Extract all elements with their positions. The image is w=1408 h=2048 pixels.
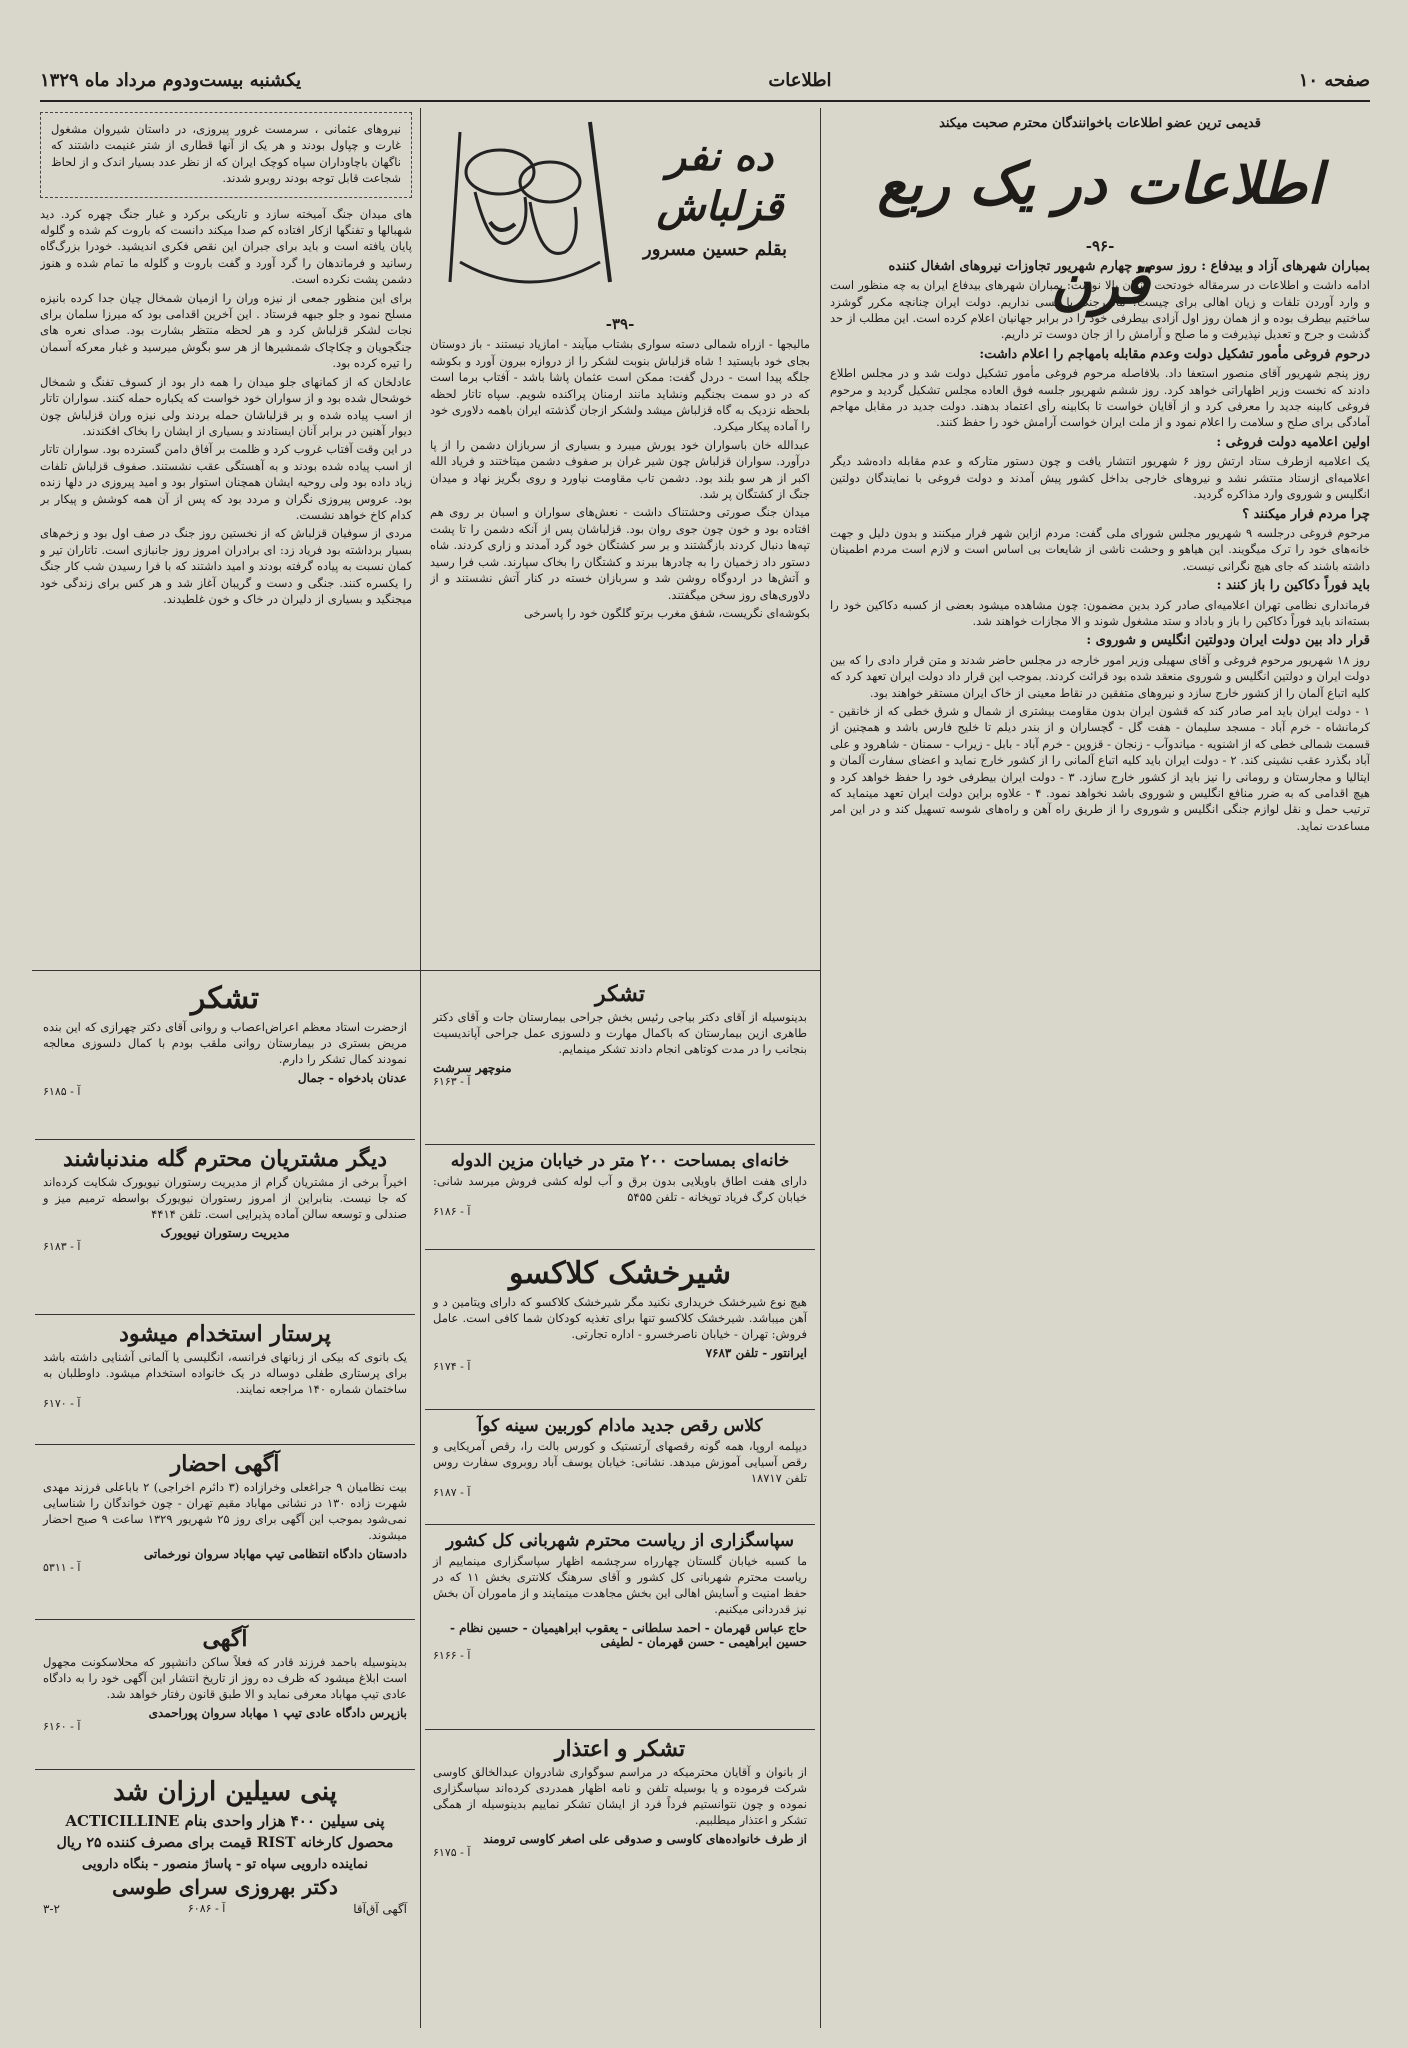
ad-title: پنی سیلین ارزان شد [113,1777,337,1807]
ad-dance-class [425,1410,815,1525]
ad-police-thanks [425,1525,815,1730]
serial-title: ده نفر قزلباش [656,133,784,230]
article-serial: -۹۶- [1085,237,1115,256]
story-paragraph: های میدان جنگ آمیخته سازد و تاریکی برکرد و غبار جنگ چهره کرد. دید شهبالها و تفنگها ازکار افتاده کم صدا میکند دانست که باروت کم شده و گلوله پایان یافته است و باید برای جبران این نقص فکری اندیشید. خودرا بزرگ‌گاه رسانید و فرماندهان را گرد آورد و گفت باروت و گلوله ما تمام شده و هنوز دشمن پشت نکرده است. [40,206,412,287]
ad-notice [35,1620,415,1770]
ad-code: آ - ۶۱۶۰ [43,1720,81,1733]
ad-code: آ - ۶۱۸۳ [43,1240,81,1253]
ad-body: بدینوسیله از آقای دکتر بیاجی رئیس بخش جراحی بیمارستان جات و آقای دکتر طاهری ازین بیمارستان که باکمال مهارت و دلسوزی عمل جراحی آپاندیسیت بنجانب را در مدت کوتاهی انجام دادند تشکر مینمایم. [433,1010,807,1056]
serial-story-column [430,112,810,967]
section-heading: باید فوراً دکاکین را باز کنند : [1216,578,1370,594]
ad-code: آ - ۶۱۷۰ [43,1397,81,1410]
ad-body: ما کسبه خیابان گلستان چهارراه سرچشمه اظهار سپاسگزاری مینماییم از ریاست محترم شهربانی کل کشور و آقای سرهنگ کلانتری بخش ۱۱ که در حفظ امنیت و آسایش اهالی این بخش مجاهدت مینمایند و از ماموران آن بخش نیز قدردانی میکنیم. [433,1554,807,1616]
section-paragraph: مرحوم فروغی درجلسه ۹ شهریور مجلس شورای ملی گفت: مردم ازاین شهر فرار میکنند و بدون دلیل و جهت خانه‌های خود را ترک میگویند. این هیاهو و وحشت ناشی از شایعات بی اساس است و لازم است مردم اطمینان داشته باشند که جای هیچ نگرانی نیست. [830,525,1370,573]
column-rule [420,108,421,2028]
article-kicker: قدیمی ترین عضو اطلاعات باخوانندگان محترم صحبت میکند [939,116,1261,131]
page-number: صفحه ۱۰ [1298,69,1370,91]
section-paragraph: فرمانداری نظامی تهران اعلامیه‌ای صادر کرد بدین مضمون: چون مشاهده میشود بعضی از کسبه دکاکین خود را بسته‌اند باید فوراً دکاکین را باز و باداد و ستد مشغول شوند و الا مجازات خواهند شد. [830,597,1370,628]
story-paragraph: بکوشه‌ای نگریست، شفق مغرب برتو گلگون خود را پاسرخی [523,605,810,620]
ad-condolence-thanks [425,1730,815,2025]
ad-line: محصول کارخانه RIST قیمت برای مصرف کننده ۲۵ ریال [56,1835,394,1851]
ad-signature: از طرف خانواده‌های کاوسی و صدوقی علی اصغر کاوسی ترومند [483,1832,807,1846]
section-paragraph: روز پنجم شهریور آقای منصور استعفا داد. بلافاصله مرحوم فروغی مأمور تشکیل دولت شد و در مجلس اطلاع دادند که نخست وزیر اظهاراتی خواهد کرد. روز ششم شهریور جلسه فوق العاده مجلس تشکیل گردید و مرحوم فروغی کابینه جدید را معرفی کرد و از آقایان خواست تا بکابینه رأی اعتماد بدهند. دولت جدید در مقابل مهاجم آمادگی برای صلح و سلامت را اعلام نمود و از ملت ایران خواست آرامش خود را حفظ کنند. [830,366,1370,430]
ad-body: اخیراً برخی از مشتریان گرام از مدیریت رستوران نیویورک شکایت کرده‌اند که جا نیست. بنابراین از امروز رستوران نیویورک بواسطه ترمیم میز و صندلی و توسعه سالن آماده پذیرایی است. تلفن ۴۴۱۴ [43,1175,407,1221]
ad-nurse-wanted [35,1315,415,1445]
issue-date: یکشنبه بیست‌ودوم مرداد ماه ۱۳۲۹ [40,69,302,91]
ad-code: آ - ۶۱۶۳ [433,1075,471,1088]
serial-byline: بقلم حسین مسرور [643,239,787,260]
ad-body: بدینوسیله باحمد فرزند قادر که فعلاً ساکن دانشپور که محلاسکونت مجهول است ابلاغ میشود که ظرف ده روز از تاریخ انتشار این آگهی خود را به دادگاه عادی تیپ مهاباد معرفی نماید و الا طبق قانون رفتار خواهد شد. [43,1655,407,1701]
article-title: اطلاعات در یک ربع قرن [877,151,1323,318]
warriors-illustration [430,112,630,302]
ad-title: کلاس رقص جدید مادام کوربین سینه کوآ [477,1416,763,1436]
ad-signature: حاج عباس قهرمان - احمد سلطانی - یعقوب ابراهیمیان - حسین نظام - حسین ابراهیمی - حسن قهرمان - لطیفی [449,1621,807,1649]
ad-code: آ - ۵۳۱۱ [43,1561,81,1574]
ad-glaxo-milk [425,1250,815,1410]
ad-title: تشکر و اعتذار [554,1736,686,1762]
story-paragraph: عادلخان که از کمانهای جلو میدان را همه دار بود از کسوف تفنگ و شمخال خوشحال شده بود و از سواران خود خواست که یکباره حمله کنند. سواران تاتار از اسب پیاده شده و بر قزلباشان حمله بردند ولی نیزه وران قزلباش چون دیوار آهنین در برابر آنان ایستادند و بسیاری از ایشان را بخاک افکندند. [40,374,412,438]
ad-title: شیرخشک کلاکسو [508,1256,732,1291]
serial-number: -۳۹- [605,315,635,333]
page-mark: ۳-۲ [43,1902,60,1916]
ad-extra: آگهی آق‌آقا [353,1902,407,1916]
ad-code: آ - ۶۱۸۵ [43,1085,81,1098]
ad-title: آگهی احضار [170,1451,280,1477]
ad-title: دیگر مشتریان محترم گله مندنباشند [62,1146,387,1172]
ad-thanks-surgery [425,975,815,1145]
ad-body: هیچ نوع شیرخشک خریداری نکنید مگر شیرخشک کلاکسو که دارای ویتامین د و آهن میباشد. شیرخشک کلاکسو تنها برای تغذیه کودکان شما کافی است. عامل فروش: تهران - خیابان ناصرخسرو - اداره تجارتی. [433,1295,807,1341]
ad-title: تشکر [190,981,260,1016]
ad-title: تشکر [594,981,646,1007]
story-paragraph: مردی از سوفیان قزلباش که از نخستین روز جنگ در صف اول بود و زخم‌های بسیار برداشته بود فریاد زد: ای برادران امروز روز جانبازی است. تاتاران تیر و کمان نسبت به پیاده گرفته بودند و امید داشتند که با فرا رسیدن شب کار جنگ را یکسره کنند. جنگی و دست و گریبان آغاز شد و هر کس برای زندگی خود میجنگید و بسیاری از دلیران در خاک و خون غلطیدند. [40,526,412,606]
story-paragraph: در این وقت آفتاب غروب کرد و ظلمت بر آفاق دامن گسترده بود. سواران تاتار از اسب پیاده شده بودند و به آهستگی عقب نشستند. صفوف قزلباش تلفات زیاد داده بود ولی روحیه ایشان همچنان استوار بود و امید پیروزی در دلها زنده بود. عروس پیروزی نگران و مردد بود که پس از آن همه کوشش و پیکار بر کدام کاخ خواهد نشست. [40,442,412,522]
story-synopsis-box [40,112,412,198]
ad-footer-row [43,1902,407,1916]
section-rule [32,970,420,971]
ad-signature: دکتر بهروزی سرای طوسی [112,1875,338,1899]
ad-body: از بانوان و آقایان محترمیکه در مراسم سوگواری شادروان عبدالخالق کاوسی شرکت فرموده و یا بوسیله تلفن و نامه اظهار همدردی کرده‌اند سپاسگزاری نموده و چون نتوانستیم فرداً فرد از ایشان تشکر نماییم بدینوسیله از همگی تشکر و اعتذار میطلبیم. [433,1765,807,1827]
ad-restaurant [35,1140,415,1315]
ad-code: آ - ۶۱۷۴ [433,1360,471,1373]
section-heading: چرا مردم فرار میکنند ؟ [1242,506,1370,522]
ad-summons [35,1445,415,1620]
section-heading: اولین اعلامیه دولت فروغی : [1216,434,1370,450]
ad-title: پرستار استخدام میشود [119,1321,331,1347]
ad-line: پنی سیلین ۴۰۰ هزار واحدی بنام ACTICILLINE [65,1812,385,1830]
story-continuation-column [40,112,412,967]
ad-body: یک بانوی که بیکی از زبانهای فرانسه، انگلیسی یا آلمانی آشنایی داشته باشد برای پرستاری طفلی دوساله در یک خانواده استخدام میشود. داوطلبان به ساختمان شماره ۱۴۰ مراجعه نمایند. [43,1350,407,1396]
ad-line: نماینده دارویی سپاه تو - پاساژ منصور - بنگاه دارویی [82,1857,368,1872]
ad-title: خانه‌ای بمساحت ۲۰۰ متر در خیابان مزین الدوله [450,1151,790,1171]
section-paragraph: یک اعلامیه ازطرف ستاد ارتش روز ۶ شهریور انتشار یافت و چون دستور متارکه و عدم مقابله داده‌شد دیگر اعلامیه‌ای ازستاد منتشر نشد و نیروهای خارجی بداخل کشور پیش آمدند و دولت فروغی با نمایندگان دولتین انگلیس و شوروی وارد مذاکره گردید. [830,454,1370,502]
section-rule [420,970,820,971]
story-paragraph: میدان جنگ صورتی وحشتناک داشت - نعش‌های سواران و اسبان بر روی هم افتاده بود و خون چون جوی روان بود. قزلباشان پس از آنکه دشمن را تا پشت تپه‌ها دنبال کردند بازگشتند و بر سر کشتگان خود گرد آمدند و زاری کردند. شاه دستور داد زخمیان را به چادرها ببرند و کشتگان را بخاک سپارند. شب فرا رسید و آتش‌ها در اردوگاه روشن شد و سربازان خسته در کنار آتش نشستند و از دلاوری‌های روز سخن میگفتند. [430,505,810,602]
paper-name: اطلاعات [768,69,832,91]
ad-body: دارای هفت اطاق باویلایی بدون برق و آب لوله کشی فروش میرسد شانی: خیابان کرگ فریاد توپخانه - تلفن ۵۴۵۵ [433,1174,807,1204]
story-paragraph: مالیجها - ازراه شمالی دسته سواری بشتاب میآیند - امازیاد نیستند - باز دوستان بجای خود بایستید ! شاه قزلباش بنوبت لشکر را از دروازه بیرون آورد و بکوشه جلگه پیدا است - دردل گفت: ممکن است عثمان پاشا باشد - آفتاب برما است که در دو سمت بجنگیم ونشاید مانند ارمنان پراکنده شویم. سپاه تاتار لحظه بلحظه نزدیک به گاه قزلباش میشد ولشکر ازجان گذشته ایران باهمه دلاوری خود را آماده پیکار میکرد. [430,337,810,434]
ad-signature: ایرانتور - تلفن ۷۶۸۳ [705,1346,807,1360]
synopsis-text: نیروهای عثمانی ، سرمست غرور پیروزی، در داستان شیروان مشغول غارت و چپاول بودند و هر یک از آنها قطاری از شتر غنیمت داشتند که ناگهان باچاوداران سپاه کوچک ایران که از نظر عدد بسیار اندک و از لحاظ شجاعت قابل توجه بودند روبرو شدند. [51,122,401,186]
ad-code: آ - ۶۱۶۶ [433,1649,471,1662]
section-heading: قرار داد بین دولت ایران ودولتین انگلیس و شوروی : [1086,633,1370,649]
section-paragraph: روز ۱۸ شهریور مرحوم فروغی و آقای سهیلی وزیر امور خارجه در مجلس حاضر شدند و متن قرار دادی را که بین دولت ایران و دولتین انگلیس و شوروی منعقد شده بود قرائت کردند. بموجب این قرار داد دولت ایران تعهد کرد که کلیه اتباع آلمان را از کشور خارج سازد و نیروهای متفقین در نقاط معینی از خاک ایران مستقر خواهند بود. [830,652,1370,700]
ad-body: بیت نظامیان ۹ جراغعلی وخرازاده (۳ دائرم اخراجی) ۲ باباعلی فرزند مهدی شهرت زاده ۱۳۰ در نشانی مهاباد مقیم تهران - چون خواندگان را شناسایی نمی‌شود بموجب این آگهی برای روز ۲۵ شهریور ۱۳۲۹ ساعت ۹ صبح احضار میشوند. [43,1480,407,1542]
ad-body: دیپلمه اروپا، همه گونه رقصهای آرتستیک و کورس بالت را، رقص آمریکایی و رقص آسیایی آموزش میدهد. نشانی: خیابان یوسف آباد روبروی سفارت روس تلفن ۱۸۷۱۷ [433,1439,807,1485]
ad-title: آگهی [202,1626,248,1652]
story-paragraph: عبدالله خان باسواران خود یورش میبرد و بسیاری از سربازان دشمن را از پا درآورد. سواران قزلباش چون شیر غران بر صفوف دشمن میتاختند و فریاد الله اکبر از هر سو بلند بود. دشمن تاب مقاومت نیاورد و روی بگریز نهاد و میدان جنگ از کشتگان پر شد. [430,437,810,502]
ad-penicillin [35,1770,415,2025]
section-heading: بمباران شهرهای آزاد و بیدفاع : روز سوم و چهارم شهریور تجاوزات نیروهای اشغال کننده [888,258,1370,274]
ad-signature: بازپرس دادگاه عادی تیپ ۱ مهاباد سروان پوراحمدی [148,1706,407,1720]
ad-signature: عدنان بادخواه - جمال [297,1071,407,1085]
ad-signature: مدیریت رستوران نیویورک [160,1226,290,1240]
ad-thanks-doctor [35,975,415,1140]
ad-code: آ - ۶۱۸۶ [433,1205,471,1218]
section-paragraph: ۱ - دولت ایران باید امر صادر کند که قشون ایران بدون مقاومت بیشتری از شمال و شرق خطی که از خانقین - کرمانشاه - خرم آباد - مسجد سلیمان - هفت گل - گچساران و از بندر دیلم تا خلیج فارس باشد و همچنین از قسمت شمالی خطی که از اشنویه - میاندوآب - زنجان - قزوین - خرم آباد - بابل - زیراب - سمنان - شاهرود و علی آباد بگذرد عقب نشینی کند. ۲ - دولت ایران باید کلیه اتباع آلمانی را از کشور خارج نماید و اعضای سفارت آلمان و ایتالیا و مجارستان و رومانی را نیز باید از کشور خارج سازد. ۳ - دولت ایران بیطرفی خود را حفظ خواهد کرد و هیچ اقدامی که به ضرر منافع انگلیس و شوروی باشد نخواهد نمود. ۴ - علاوه براین دولت ایران تعهد مینماید که ترتیب حمل و نقل لوازم جنگی انگلیس و شوروی را از طریق راه آهن و راه‌های شوسه تسهیل کند و در این امر مساعدت نماید. [830,703,1370,833]
ad-code: آ - ۶۱۷۵ [433,1846,471,1859]
ad-signature: دادستان دادگاه انتظامی تیپ مهاباد سروان نورخماتی [143,1547,407,1561]
column-rule [820,108,821,2028]
article-column-history [830,112,1370,2032]
ad-code: آ - ۶۰۸۶ [187,1902,226,1915]
masthead [40,60,1370,102]
ad-house-sale [425,1145,815,1250]
ad-title: سپاسگزاری از ریاست محترم شهربانی کل کشور [446,1531,794,1551]
serial-header [430,112,810,312]
section-heading: درحوم فروغی مأمور تشکیل دولت وعدم مقابله بامهاجم را اعلام داشت: [979,346,1370,362]
story-paragraph: برای این منظور جمعی از نیزه وران را ازمیان شمخال چیان جدا کرده بانیزه مسلح نمود و جلو جبهه فرستاد . این آخرین اقدامی بود که میرزا سلمان برای نجات لشکر قزلباش کرد و هر لحظه منتظر بشارت بود. صدای نعره های جنگجویان و چکاچاک شمشیرها از هر سو بگوش میرسید و غبار معرکه آسمان را تیره کرده بود. [40,290,412,371]
ad-body: ازحضرت استاد معظم اعراض‌اعصاب و روانی آقای دکتر چهرازی که این بنده مریض بستری در بیمارستان روانی ملقب بودم با کمال دلسوزی معالجه نمودند کمال تشکر را دارم. [43,1020,407,1066]
section-paragraph: ادامه داشت و اطلاعات در سرمقاله خودتحت عنوان بالا نوشت: بمباران شهرهای بیدفاع ایران به چه منظور است و وارد آوردن تلفات و زیان اهالی برای چیست؟ ماسرجنگ با کسی نداریم. دولت ایران چنانچه مکرر گوشزد ساختیم بیطرف بوده و از همان روز اول آزادی بیطرفی خود را در برابر جهانیان اعلام کرده است. این مطلب از حد گذشت و جرح و تعدیل نپذیرفت و ما صلح و آرامش را از جان دوست تر داریم. [830,278,1370,342]
ad-signature: منوچهر سرشت [433,1061,512,1075]
ad-code: آ - ۶۱۸۷ [433,1486,471,1499]
